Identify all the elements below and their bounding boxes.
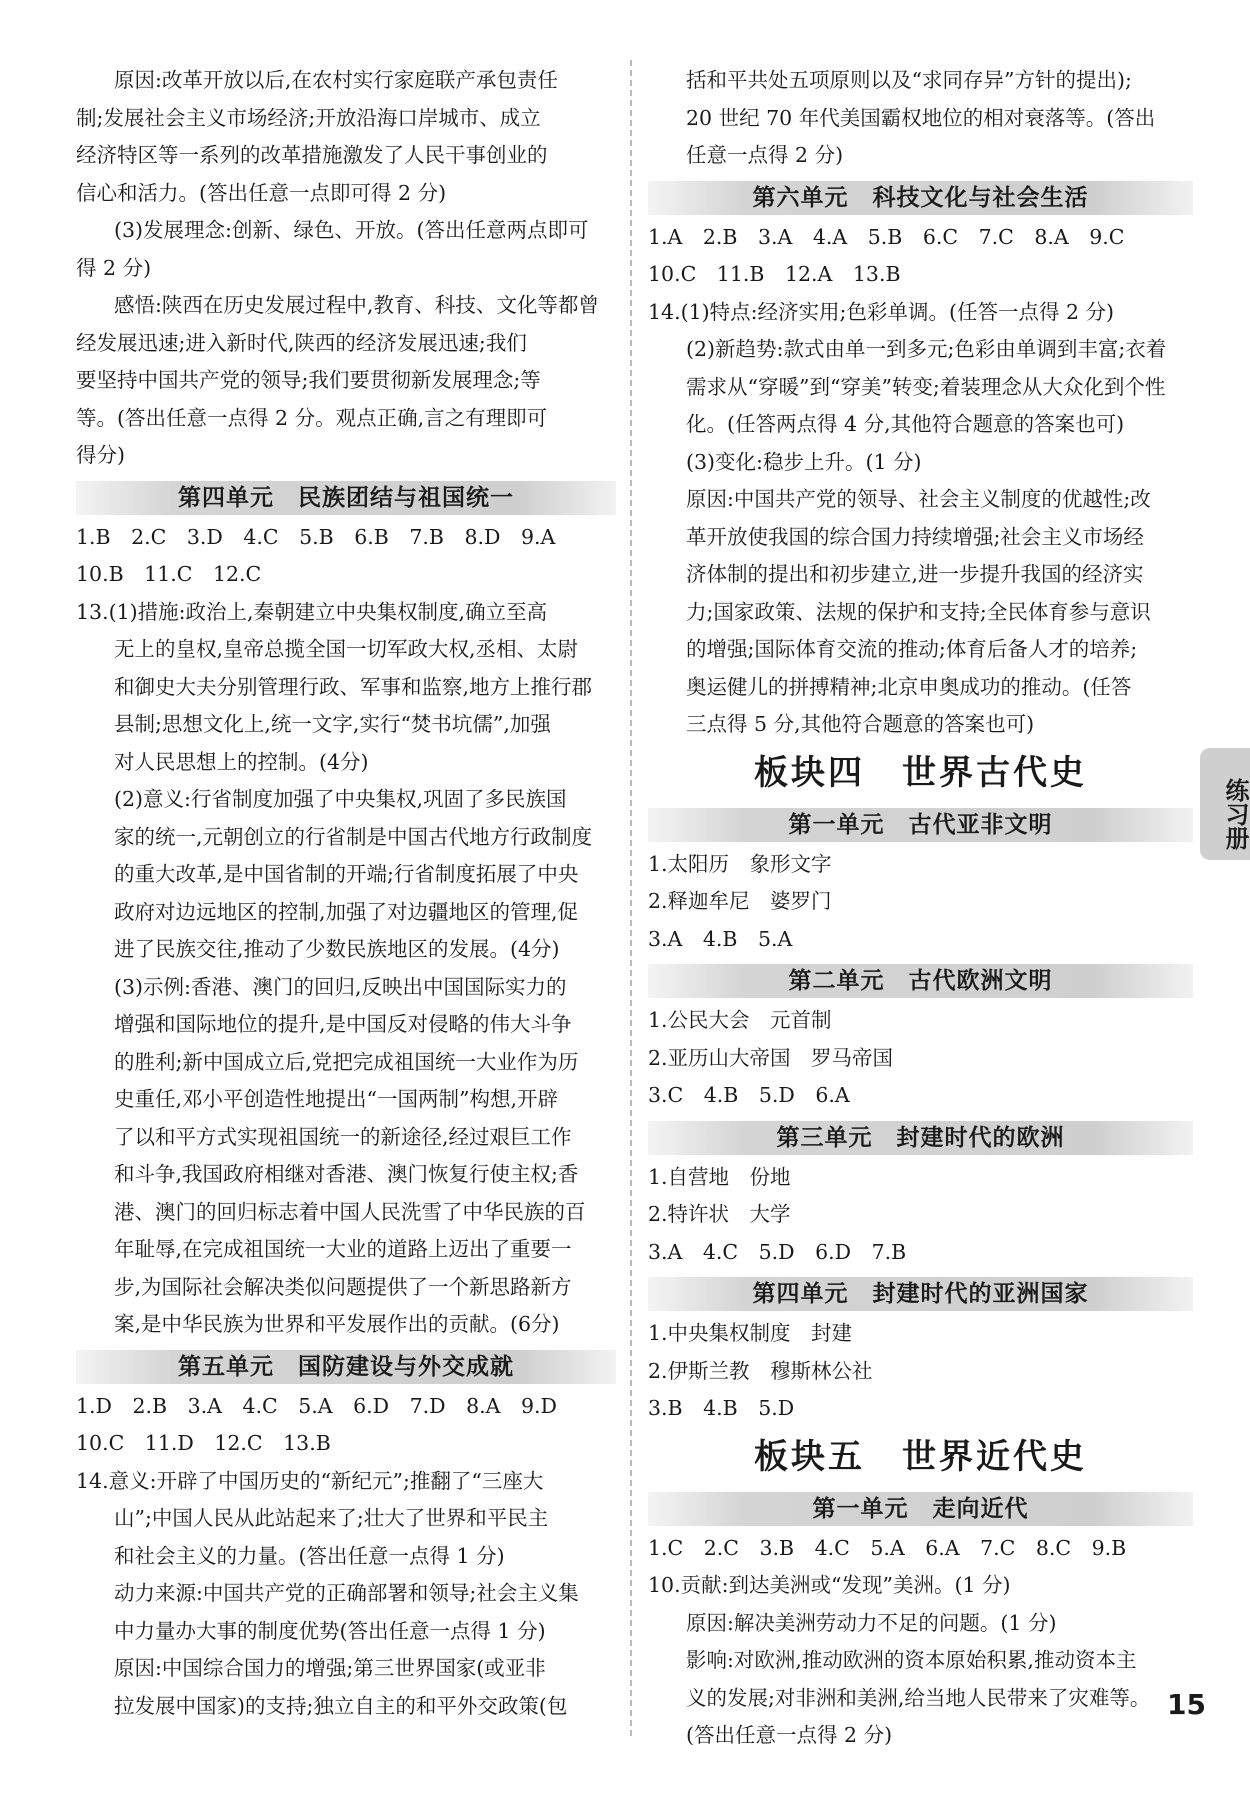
answer-line: 2.亚历山大帝国 罗马帝国 [648, 1045, 894, 1070]
answer-line: 港、澳门的回归标志着中国人民洗雪了中华民族的百 [114, 1199, 586, 1224]
answer-line: 经济特区等一系列的改革措施激发了人民干事创业的 [76, 143, 548, 167]
answer-line: 括和平共处五项原则以及“求同存异”方针的提出); [686, 68, 1132, 92]
answer-line: 3.A 4.C 5.D 6.D 7.B [648, 1239, 907, 1264]
answer-line: 1.公民大会 元首制 [648, 1008, 832, 1032]
answer-line: 的胜利;新中国成立后,党把完成祖国统一大业作为历 [114, 1049, 579, 1074]
answer-line: 和社会主义的力量。(答出任意一点得 1 分) [114, 1543, 505, 1568]
left-column [76, 62, 616, 1725]
answer-line: 3.C 4.B 5.D 6.A [648, 1083, 850, 1107]
answer-line: 任意一点得 2 分) [686, 143, 844, 167]
answer-line: 三点得 5 分,其他符合题意的答案也可) [686, 712, 1035, 736]
section-title: 板块四 世界古代史 [754, 752, 1087, 793]
answer-line: 得分) [76, 443, 125, 467]
answer-line: 济体制的提出和初步建立,进一步提升我国的经济实 [686, 562, 1144, 586]
unit-heading: 第二单元 古代欧洲文明 [648, 964, 1193, 998]
unit-heading: 第六单元 科技文化与社会生活 [648, 181, 1193, 215]
answer-line: (3)变化:稳步上升。(1 分) [686, 449, 922, 474]
answer-line: 14.意义:开辟了中国历史的“新纪元”;推翻了“三座大 [76, 1468, 544, 1493]
answer-line: 了以和平方式实现祖国统一的新途径,经过艰巨工作 [114, 1124, 572, 1149]
answer-line: 原因:解决美洲劳动力不足的问题。(1 分) [686, 1610, 1057, 1635]
answer-line: 14.(1)特点:经济实用;色彩单调。(任答一点得 2 分) [648, 299, 1115, 324]
answer-line: 家的统一,元朝创立的行省制是中国古代地方行政制度 [114, 824, 593, 849]
answer-line: 原因:改革开放以后,在农村实行家庭联产承包责任 [114, 68, 558, 92]
answer-line: 制;发展社会主义市场经济;开放沿海口岸城市、成立 [76, 105, 541, 130]
answer-line: 得 2 分) [76, 255, 152, 280]
answer-line: 2.伊斯兰教 穆斯林公社 [648, 1358, 873, 1383]
answer-line: 步,为国际社会解决类似问题提供了一个新思路新方 [114, 1274, 572, 1299]
answer-line: (3)示例:香港、澳门的回归,反映出中国国际实力的 [114, 974, 567, 999]
answer-line: (2)意义:行省制度加强了中央集权,巩固了多民族国 [114, 787, 567, 811]
answer-line: 3.B 4.B 5.D [648, 1396, 795, 1420]
answer-line: 年耻辱,在完成祖国统一大业的道路上迈出了重要一 [114, 1237, 572, 1261]
answer-line: 经发展迅速;进入新时代,陕西的经济发展迅速;我们 [76, 330, 527, 355]
answer-line: 原因:中国共产党的领导、社会主义制度的优越性;改 [686, 487, 1151, 511]
answer-line: 对人民思想上的控制。(4分) [114, 749, 369, 774]
answer-line: 增强和国际地位的提升,是中国反对侵略的伟大斗争 [114, 1012, 572, 1036]
answer-line: 力;国家政策、法规的保护和支持;全民体育参与意识 [686, 599, 1151, 624]
answer-line: 10.贡献:到达美洲或“发现”美洲。(1 分) [648, 1573, 1011, 1597]
answer-line: 10.C 11.B 12.A 13.B [648, 262, 901, 286]
answer-line: 3.A 4.B 5.A [648, 926, 793, 951]
answer-line: 拉发展中国家)的支持;独立自主的和平外交政策(包 [114, 1693, 568, 1718]
answer-line: 奥运健儿的拼搏精神;北京申奥成功的推动。(任答 [686, 674, 1132, 699]
answer-line: 史重任,邓小平创造性地提出“一国两制”构想,开辟 [114, 1087, 558, 1111]
answer-line: 需求从“穿暖”到“穿美”转变;着装理念从大众化到个性 [686, 374, 1166, 399]
answer-line: 革开放使我国的综合国力持续增强;社会主义市场经 [686, 524, 1144, 549]
unit-heading: 第三单元 封建时代的欧洲 [648, 1121, 1193, 1155]
answer-line: 1.自营地 份地 [648, 1164, 791, 1189]
answer-line: 和御史大夫分别管理行政、军事和监察,地方上推行郡 [114, 674, 593, 699]
unit-heading: 第一单元 走向近代 [648, 1492, 1193, 1526]
answer-line: (3)发展理念:创新、绿色、开放。(答出任意两点即可 [114, 218, 589, 242]
answer-line: (答出任意一点得 2 分) [686, 1723, 893, 1747]
answer-line: 化。(任答两点得 4 分,其他符合题意的答案也可) [686, 412, 1125, 436]
unit-heading: 第四单元 民族团结与祖国统一 [76, 481, 616, 515]
column-divider [630, 60, 632, 1736]
answer-line: 2.特许状 大学 [648, 1202, 791, 1226]
answer-line: 的增强;国际体育交流的推动;体育后备人才的培养; [686, 637, 1138, 661]
answer-line: 县制;思想文化上,统一文字,实行“焚书坑儒”,加强 [114, 712, 551, 736]
unit-heading: 第四单元 封建时代的亚洲国家 [648, 1277, 1193, 1311]
page-number: 15 [1167, 1688, 1206, 1721]
answer-line: 1.A 2.B 3.A 4.A 5.B 6.C 7.C 8.A 9.C [648, 224, 1125, 249]
answer-line: 1.太阳历 象形文字 [648, 851, 832, 876]
answer-line: 无上的皇权,皇帝总揽全国一切军政大权,丞相、太尉 [114, 637, 579, 661]
answer-line: 1.C 2.C 3.B 4.C 5.A 6.A 7.C 8.C 9.B [648, 1535, 1127, 1560]
answer-line: 1.中央集权制度 封建 [648, 1321, 853, 1345]
answer-line: 要坚持中国共产党的领导;我们要贯彻新发展理念;等 [76, 368, 541, 392]
answer-line: 义的发展;对非洲和美洲,给当地人民带来了灾难等。 [686, 1685, 1151, 1710]
answer-line: 2.释迦牟尼 婆罗门 [648, 889, 832, 913]
answer-line: 20 世纪 70 年代美国霸权地位的相对衰落等。(答出 [686, 105, 1156, 130]
answer-line: 影响:对欧洲,推动欧洲的资本原始积累,推动资本主 [686, 1648, 1137, 1672]
section-title: 板块五 世界近代史 [754, 1436, 1087, 1477]
side-tab-practice-book: 练习册 [1200, 748, 1250, 860]
answer-line: 1.D 2.B 3.A 4.C 5.A 6.D 7.D 8.A 9.D [76, 1393, 557, 1418]
answer-line: 10.C 11.D 12.C 13.B [76, 1431, 331, 1455]
right-column [648, 62, 1193, 1755]
answer-line: 1.B 2.C 3.D 4.C 5.B 6.B 7.B 8.D 9.A [76, 524, 556, 549]
answer-line: 信心和活力。(答出任意一点即可得 2 分) [76, 180, 447, 205]
answer-line: 和斗争,我国政府相继对香港、澳门恢复行使主权;香 [114, 1162, 579, 1186]
unit-heading: 第一单元 古代亚非文明 [648, 808, 1193, 842]
answer-line: 政府对边远地区的控制,加强了对边疆地区的管理,促 [114, 899, 579, 924]
answer-line: 等。(答出任意一点得 2 分。观点正确,言之有理即可 [76, 405, 548, 430]
answer-line: (2)新趋势:款式由单一到多元;色彩由单调到丰富;衣着 [686, 337, 1167, 361]
answer-line: 的重大改革,是中国省制的开端;行省制度拓展了中央 [114, 862, 579, 886]
answer-line: 山”;中国人民从此站起来了;壮大了世界和平民主 [114, 1506, 549, 1530]
answer-line: 原因:中国综合国力的增强;第三世界国家(或亚非 [114, 1656, 546, 1680]
answer-line: 感悟:陕西在历史发展过程中,教育、科技、文化等都曾 [114, 293, 599, 317]
answer-line: 进了民族交往,推动了少数民族地区的发展。(4分) [114, 937, 560, 961]
unit-heading: 第五单元 国防建设与外交成就 [76, 1350, 616, 1384]
answer-line: 动力来源:中国共产党的正确部署和领导;社会主义集 [114, 1581, 579, 1605]
answer-line: 案,是中华民族为世界和平发展作出的贡献。(6分) [114, 1312, 560, 1336]
answer-line: 10.B 11.C 12.C [76, 562, 262, 586]
answer-line: 13.(1)措施:政治上,秦朝建立中央集权制度,确立至高 [76, 599, 548, 624]
answer-line: 中力量办大事的制度优势(答出任意一点得 1 分) [114, 1618, 546, 1643]
